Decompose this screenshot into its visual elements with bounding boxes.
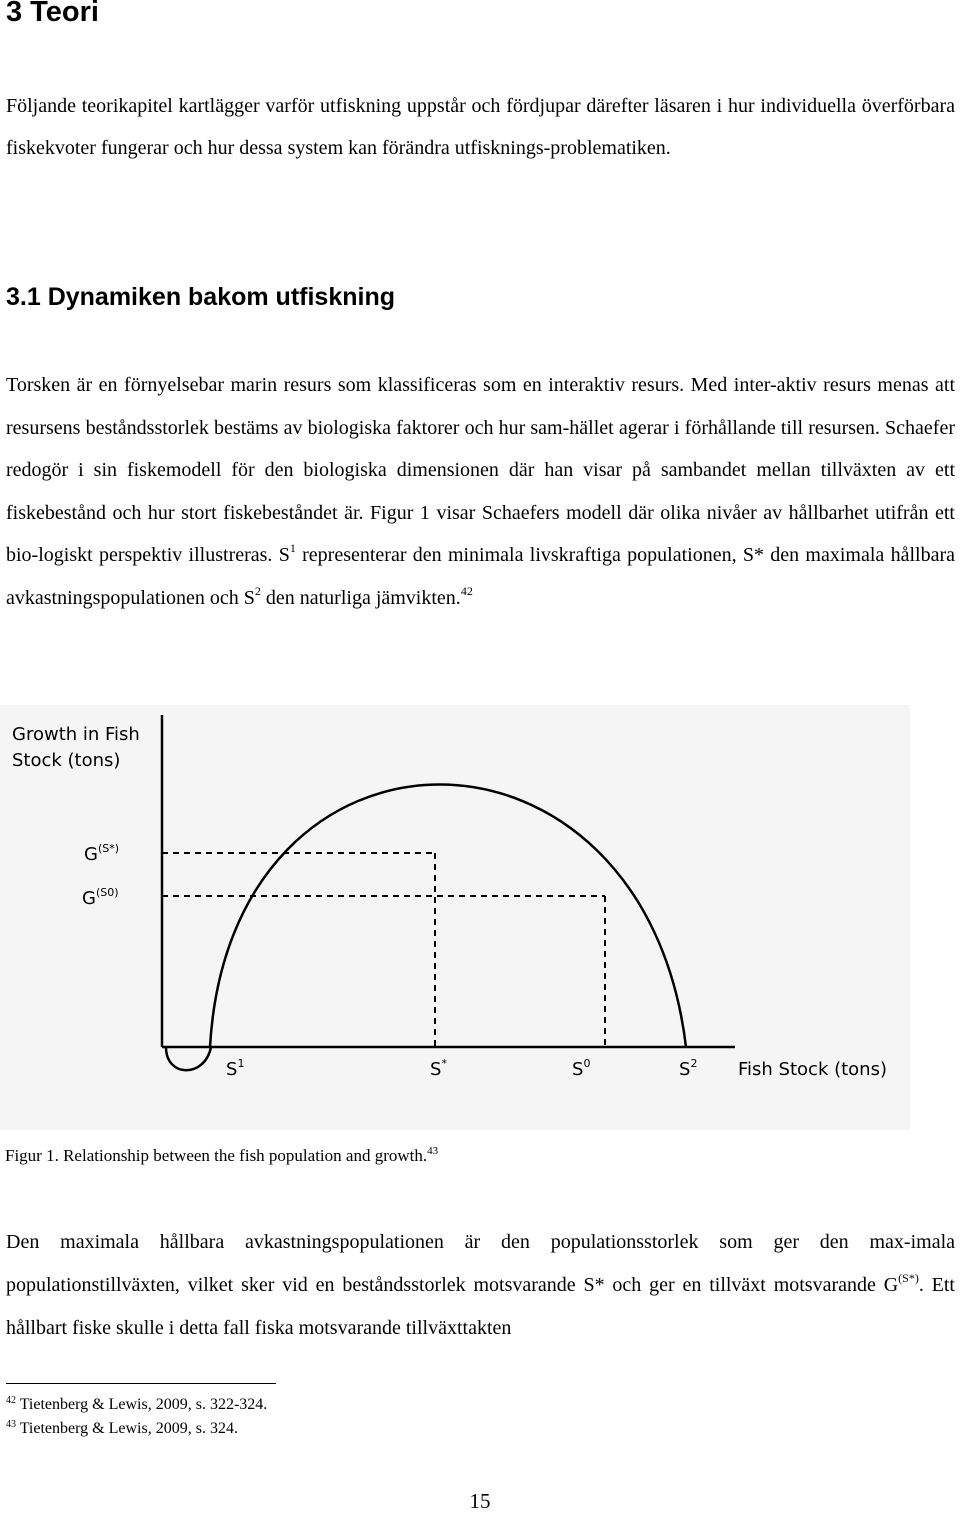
g-star-label: $G^{(S*)}$ [84,842,120,865]
paragraph-text: den naturliga jämvikten. [260,586,461,609]
superscript: 2 [254,583,261,598]
page-number: 15 [469,1489,491,1513]
s1-label: $S^1$ [226,1057,245,1080]
paragraph-text: representerar den minimala livskraftiga populationen, S* den maximala hållbara avkastningspopulationen och S [6,544,955,609]
footnote-text: Tietenberg & Lewis, 2009, s. 322-324. [19,1396,268,1413]
footnote [6,1396,267,1414]
footnote-ref: 43 [427,1145,439,1157]
footnote-ref: 42 [460,583,473,598]
paragraph-text: Den maximala hållbara avkastningspopulationen är den populationsstorlek som ger den max-imala populationstillväxten, vilket sker vid en beståndsstorlek motsvarande S* och ger en tillväxt motsvarande G [6,1231,955,1296]
body-paragraph [6,1221,955,1350]
caption-text: Figur 1. Relationship between the fish population and growth. [5,1146,428,1165]
schaefer-diagram [0,705,910,1130]
paragraph-text: . Ett hållbart fiske skulle i detta fall fiska motsvarande tillväxttakten [6,1274,955,1339]
section-heading: 3.1 Dynamiken bakom utfiskning [6,283,395,311]
s0-label: $S^0$ [572,1057,591,1080]
superscript: (S*) [898,1271,919,1285]
paragraph-text: Torsken är en förnyelsebar marin resurs som klassificeras som en interaktiv resurs. Med inter-aktiv resurs menas att resursens beståndsstorlek bestäms av biologiska faktorer och hur sam-hället agerar i förhållande till resursen. Schaefer redogör i sin fiskemodell för den biologiska dimensionen där han visar på sambandet mellan tillväxten av ett fiskebestånd och hur stort fiskebeståndet är. Figur 1 visar Schaefers modell där olika nivåer av hållbarhet utifrån ett bio-logiskt perspektiv illustreras. S [6,374,955,566]
x-axis-label: Fish Stock (tons) [738,1059,887,1080]
s2-label: $S^2$ [679,1057,698,1080]
body-paragraph [6,364,955,619]
superscript: 1 [289,541,296,555]
schaefer-figure [0,705,910,1130]
footnote-text: Tietenberg & Lewis, 2009, s. 324. [19,1420,238,1437]
y-axis-label-line2: Stock (tons) [12,750,121,771]
footnote-separator [6,1383,276,1384]
g-zero-label: $G^{(S0)}$ [82,886,119,909]
y-axis-label-line1: Growth in Fish [12,724,140,745]
footnote-number: 43 [6,1419,16,1430]
intro-paragraph: Följande teorikapitel kartlägger varför utfiskning uppstår och fördjupar därefter läsaren i hur individuella överförbara fiskekvoter fungerar och hur dessa system kan förändra utfisknings-problematiken. [6,95,955,159]
footnote [6,1420,238,1438]
figure-caption [5,1146,438,1166]
s-star-label: S* [430,1057,447,1080]
chapter-heading: 3 Teori [6,0,99,28]
footnote-number: 42 [6,1395,16,1406]
